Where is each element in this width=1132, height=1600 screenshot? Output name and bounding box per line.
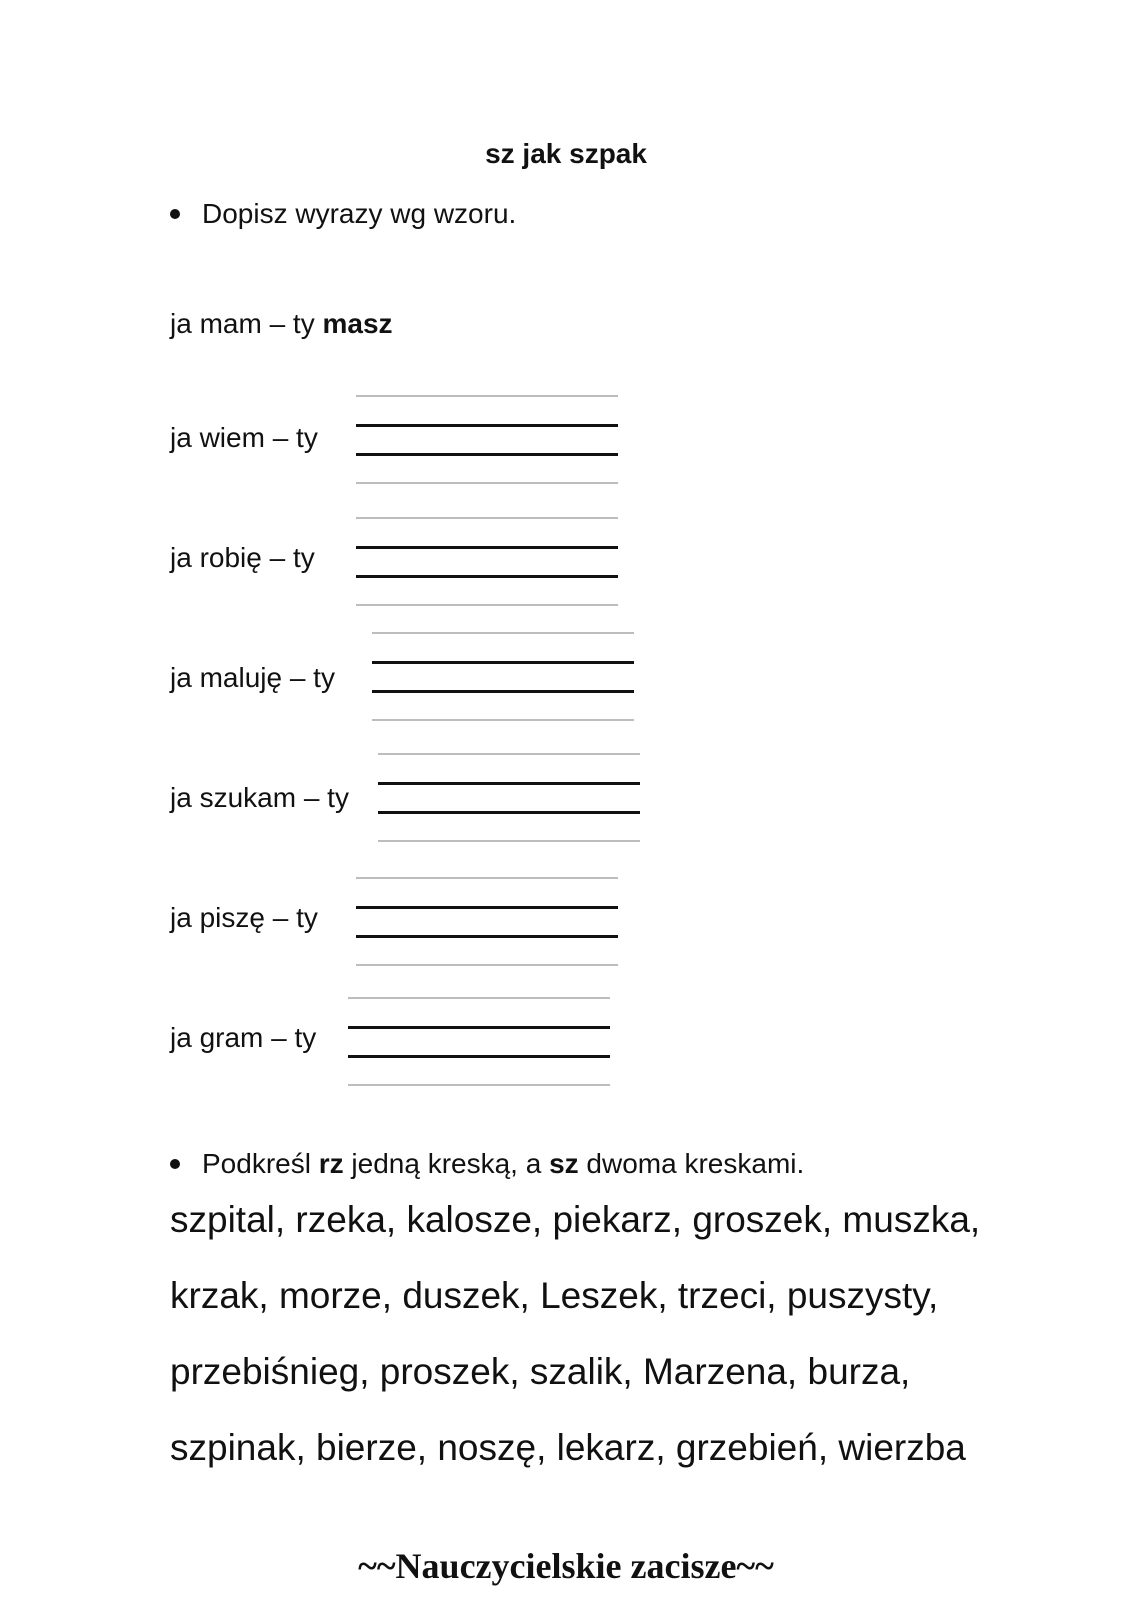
example-answer: masz	[322, 308, 393, 339]
bullet-icon	[170, 209, 180, 219]
bullet-icon	[170, 1159, 180, 1169]
instruction-1-text: Dopisz wyrazy wg wzoru.	[202, 198, 517, 229]
exercise-prompt-2: ja robię – ty	[170, 542, 315, 573]
example-row	[170, 308, 393, 340]
instruction-2-text: Podkreśl rz jedną kreską, a sz dwoma kreskami.	[202, 1148, 805, 1179]
word-list	[170, 1182, 980, 1486]
example-prefix: ja mam – ty	[170, 308, 323, 339]
exercise-prompt-4: ja szukam – ty	[170, 782, 349, 813]
instruction-1	[170, 198, 516, 230]
writing-lines-5[interactable]	[356, 877, 618, 969]
word-line-1: szpital, rzeka, kalosze, piekarz, groszek, muszka,	[170, 1199, 981, 1240]
word-line-4: szpinak, bierze, noszę, lekarz, grzebień, wierzba	[170, 1427, 966, 1468]
writing-lines-2[interactable]	[356, 517, 618, 609]
writing-lines-1[interactable]	[356, 395, 618, 487]
exercise-prompt-5: ja piszę – ty	[170, 902, 318, 933]
worksheet-title: sz jak szpak	[485, 138, 647, 169]
footer-signature: ~~Nauczycielskie zacisze~~	[358, 1546, 774, 1586]
word-line-3: przebiśnieg, proszek, szalik, Marzena, burza,	[170, 1351, 911, 1392]
instruction-2	[170, 1148, 804, 1180]
exercise-prompt-3: ja maluję – ty	[170, 662, 335, 693]
exercise-prompt-1: ja wiem – ty	[170, 422, 318, 453]
word-line-2: krzak, morze, duszek, Leszek, trzeci, puszysty,	[170, 1275, 939, 1316]
writing-lines-4[interactable]	[378, 753, 640, 845]
writing-lines-6[interactable]	[348, 997, 610, 1089]
exercise-prompt-6: ja gram – ty	[170, 1022, 317, 1053]
writing-lines-3[interactable]	[372, 632, 634, 724]
